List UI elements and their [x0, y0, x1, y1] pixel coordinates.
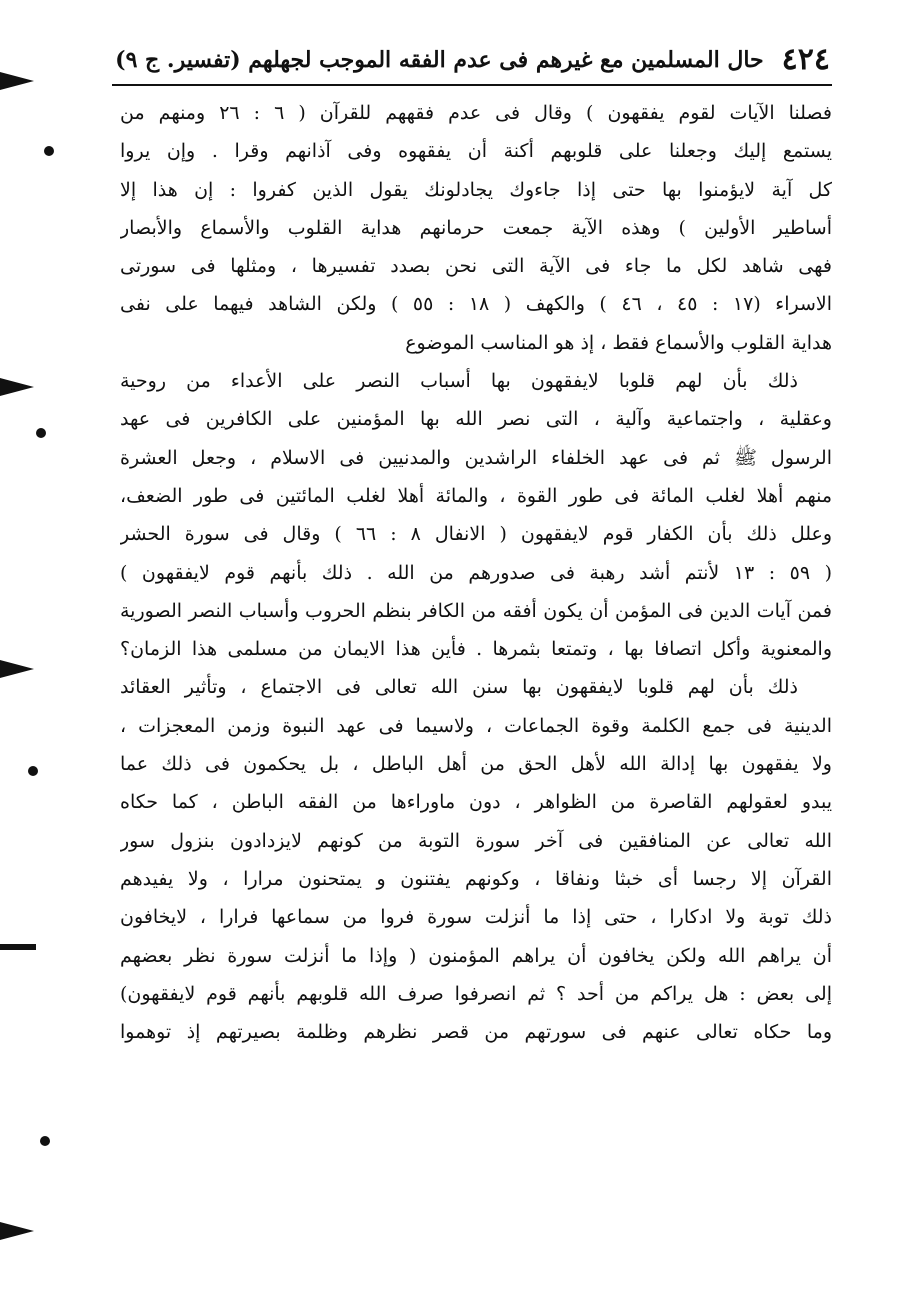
margin-mark: [0, 660, 34, 678]
text-line: ( ٥٩ : ١٣ لأنتم أشد رهبة فى صدورهم من الله . ذلك بأنهم قوم لايفقهون ): [120, 561, 832, 584]
page-number: ٤٢٤: [781, 42, 830, 77]
margin-speck: [40, 1136, 50, 1146]
text-line: وما حكاه تعالى عنهم فى سورتهم من قصر نظرهم وظلمة بصيرتهم إذ توهموا: [120, 1021, 832, 1044]
text-line: إلى بعض : هل يراكم من أحد ؟ ثم انصرفوا صرف الله قلوبهم بأنهم قوم لايفقهون): [120, 982, 832, 1005]
text-line: ذلك بأن لهم قلوبا لايفقهون بها سنن الله تعالى فى الاجتماع ، وتأثير العقائد: [120, 676, 798, 699]
text-line: والمعنوية وأكل اتصافا بها ، وتمتعا بثمرها . فأين هذا الايمان من مسلمى هذا الزمان؟: [120, 638, 832, 661]
margin-mark: [0, 1222, 34, 1240]
text-line: منهم أهلا لغلب المائة فى طور القوة ، والمائة أهلا لغلب المائتين فى طور الضعف،: [120, 484, 832, 507]
text-line: ذلك بأن لهم قلوبا لايفقهون بها أسباب النصر على الأعداء من روحية: [120, 370, 798, 393]
text-line: فصلنا الآيات لقوم يفقهون ) وقال فى عدم فقههم للقرآن ( ٦ : ٢٦ ومنهم من: [120, 102, 832, 124]
margin-mark: [0, 72, 34, 90]
margin-mark: [0, 944, 36, 950]
text-line: ذلك توبة ولا ادكارا ، حتى إذا ما أنزلت سورة فروا من سماعها فرارا ، لايخافون: [120, 906, 832, 929]
text-line: فمن آيات الدين فى المؤمن أن يكون أفقه من الكافر بنظم الحروب وأسباب النصر الصورية: [120, 599, 832, 622]
margin-mark: [0, 378, 34, 396]
text-line: وعلل ذلك بأن الكفار قوم لايفقهون ( الانفال ٨ : ٦٦ ) وقال فى سورة الحشر: [120, 523, 832, 546]
text-line: هداية القلوب والأسماع فقط ، إذ هو المناسب الموضوع: [405, 331, 832, 354]
header-rule: [112, 84, 832, 86]
text-line: يبدو لعقولهم القاصرة من الظواهر ، دون ماوراءها من الفقه الباطن ، كما حكاه: [120, 791, 832, 814]
margin-speck: [44, 146, 54, 156]
margin-speck: [28, 766, 38, 776]
text-line: القرآن إلا رجسا أى خبثا ونفاقا ، وكونهم يفتنون و يمتحنون مرارا ، ولا يفيدهم: [120, 867, 832, 890]
text-line: فهى شاهد لكل ما جاء فى الآية التى نحن بصدد تفسيرها ، ومثلها فى سورتى: [120, 255, 832, 278]
text-line: أساطير الأولين ) وهذه الآية جمعت حرمانهم هداية القلوب والأسماع والأبصار: [120, 216, 832, 239]
text-line: أن يراهم الله ولكن يخافون أن يراهم المؤمنون ( وإذا ما أنزلت سورة نظر بعضهم: [120, 944, 832, 967]
text-line: الرسول ﷺ ثم فى عهد الخلفاء الراشدين والمدنيين فى الاسلام ، وجعل العشرة: [120, 446, 832, 469]
text-line: يستمع إليك وجعلنا على قلوبهم أكنة أن يفقهوه وفى آذانهم وقرا . وإن يروا: [120, 140, 832, 163]
page-header: [110, 38, 830, 82]
text-line: الاسراء (١٧ : ٤٥ ، ٤٦ ) والكهف ( ١٨ : ٥٥ ) ولكن الشاهد فيهما على نفى: [120, 293, 832, 316]
margin-speck: [36, 428, 46, 438]
text-line: ولا يفقهون بها إدالة الله لأهل الحق من أهل الباطل ، بل يحكمون فى ذلك عما: [120, 753, 832, 776]
text-line: الله تعالى عن المنافقين فى آخر سورة التوبة من كونهم لايزدادون بنزول سور: [120, 829, 832, 852]
running-title: حال المسلمين مع غيرهم فى عدم الفقه الموجب لجهلهم (تفسير. ج ٩): [115, 47, 764, 73]
body-text: [120, 94, 832, 1051]
text-line: كل آية لايؤمنوا بها حتى إذا جاءوك يجادلونك يقول الذين كفروا : إن هذا إلا: [120, 178, 832, 201]
text-line: وعقلية ، واجتماعية وآلية ، التى نصر الله بها المؤمنين على الكافرين فى عهد: [120, 408, 832, 431]
text-line: الدينية فى جمع الكلمة وقوة الجماعات ، ولاسيما فى عهد النبوة وزمن المعجزات ،: [120, 714, 832, 737]
